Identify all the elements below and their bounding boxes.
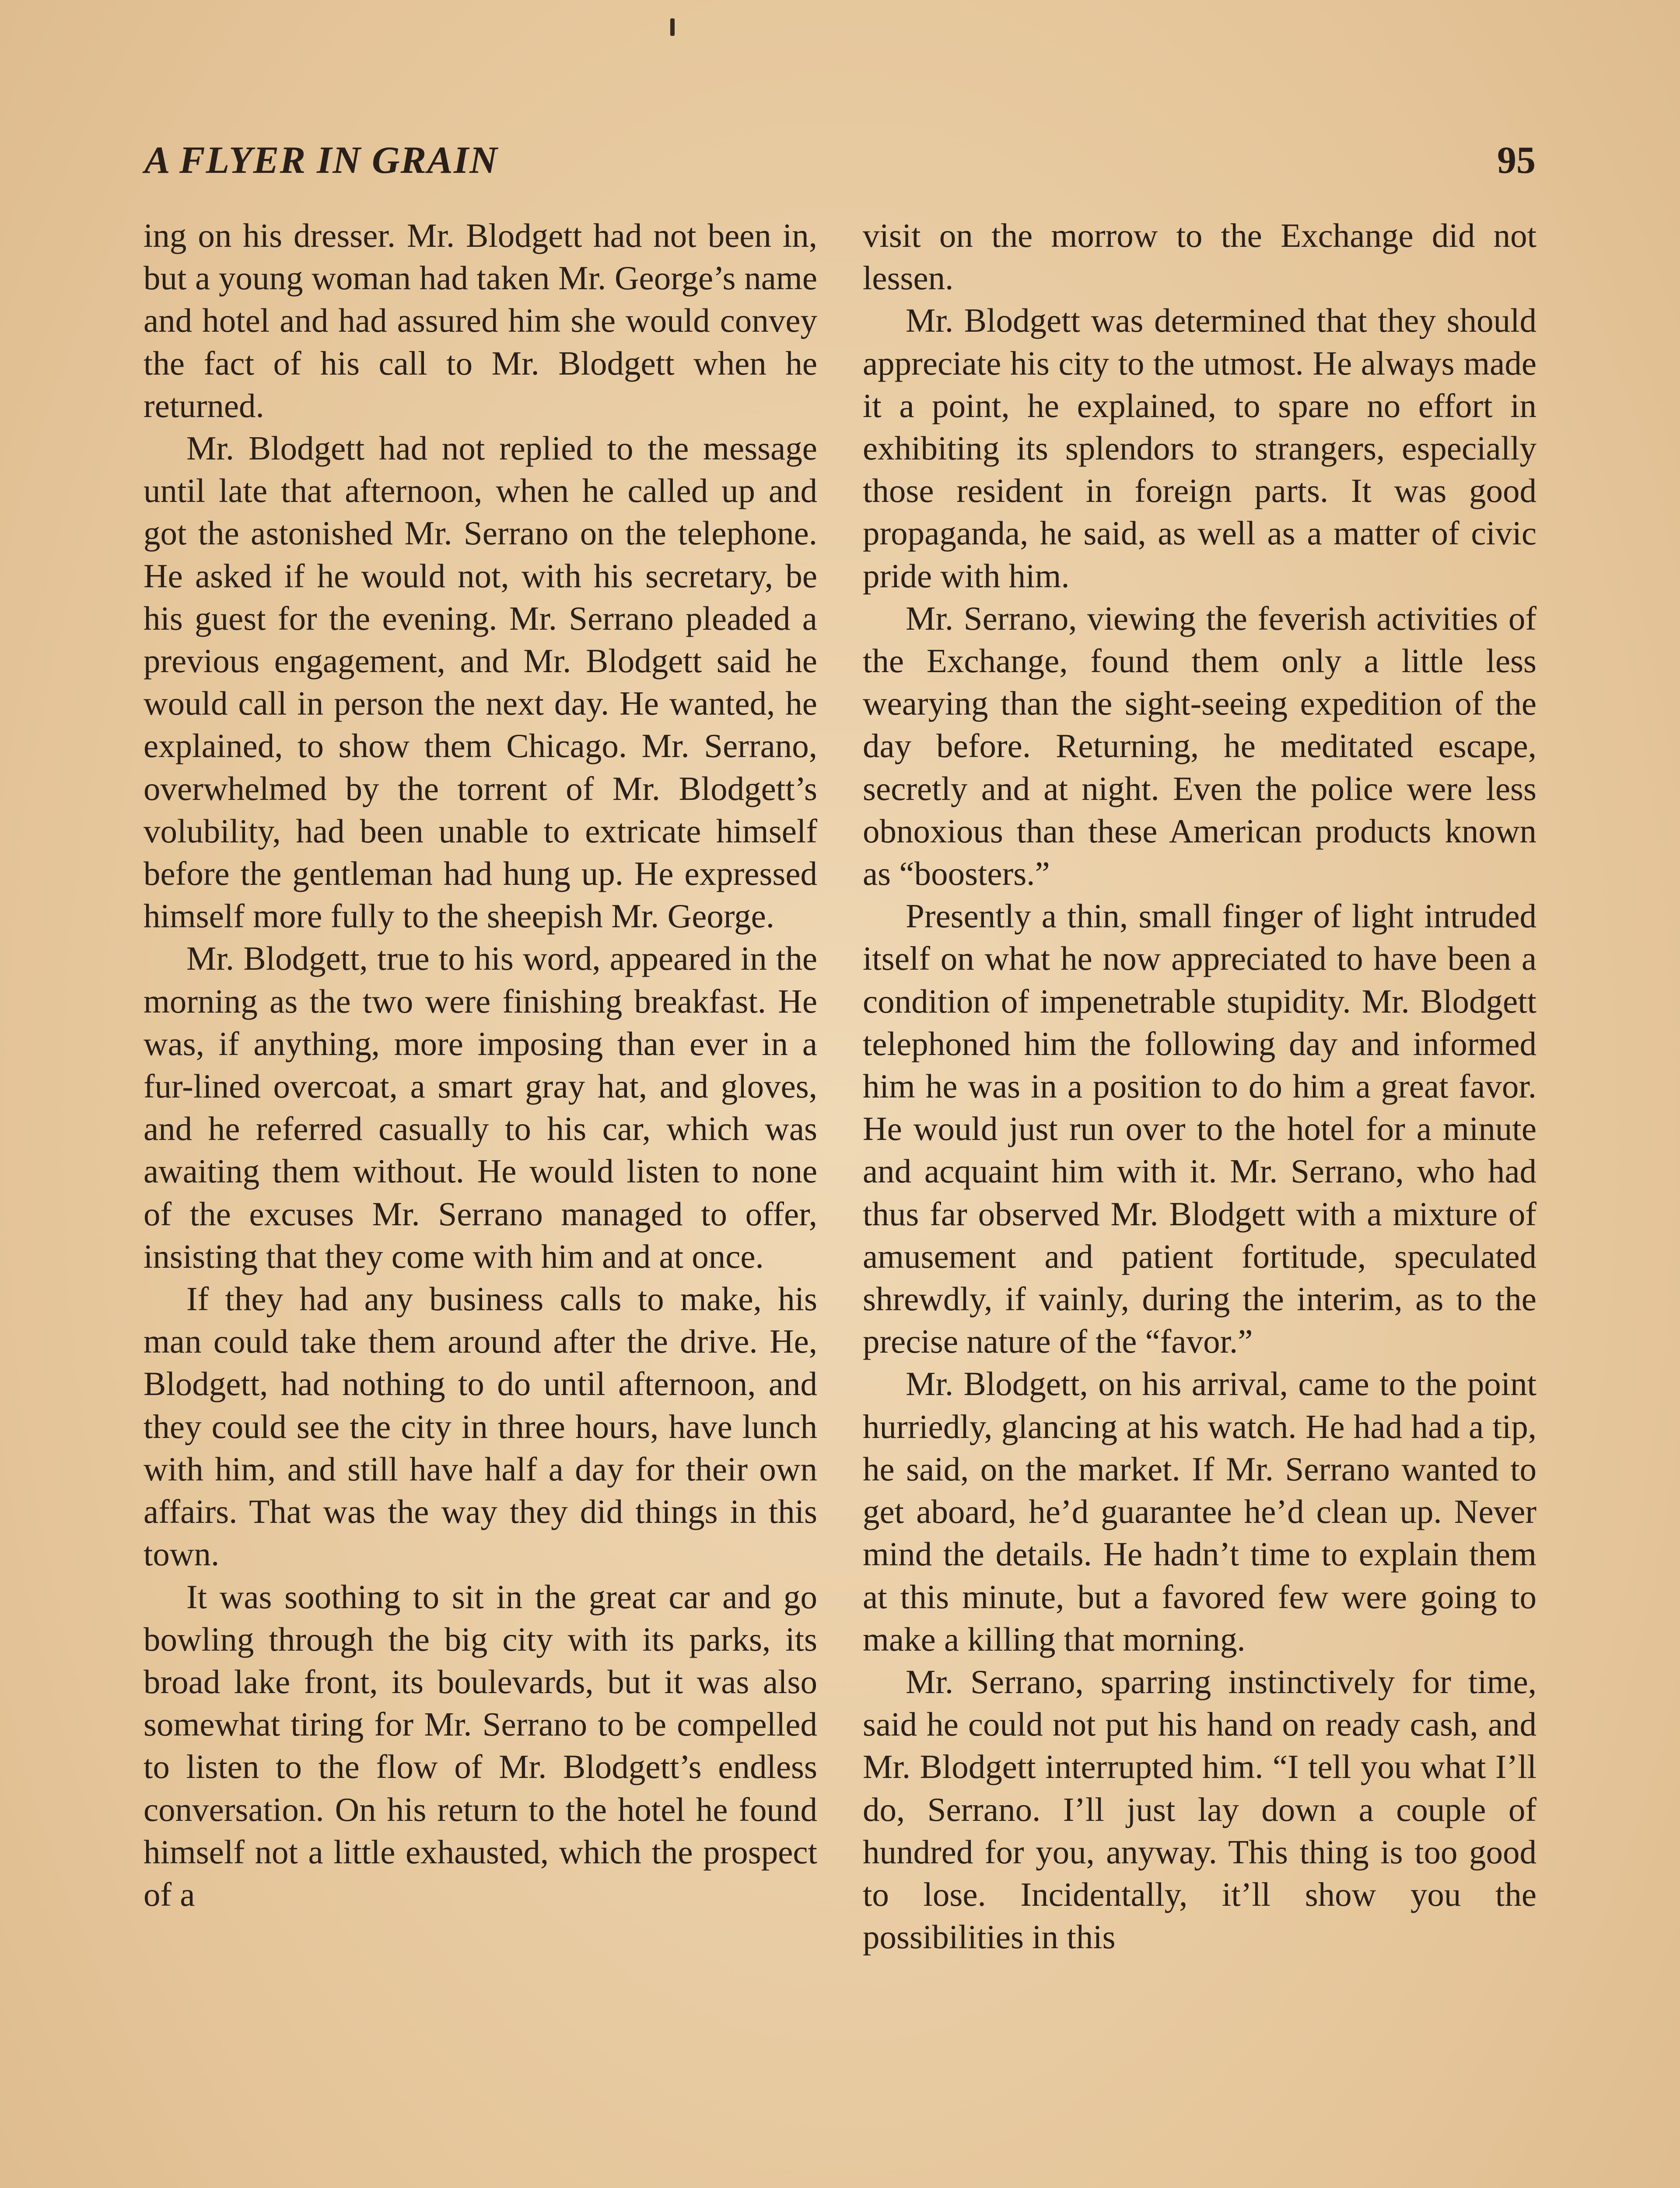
paragraph: Mr. Serrano, sparring instinctively for time, said he could not put his hand on ready cash, and Mr. Blodgett interrupted him. “I tell you what I’ll do, Serrano. I’ll just lay down a couple of hundred for you, anyway. This thing is too good to lose. Incidentally, it’ll show you the possibilities in this — [863, 1662, 1536, 1956]
paragraph: ing on his dresser. Mr. Blodgett had not been in, but a young woman had taken Mr. George’s name and hotel and had assured him she would convey the fact of his call to Mr. Blodgett when he returned. — [144, 217, 817, 424]
running-head — [144, 128, 1536, 193]
left-column — [144, 214, 817, 1916]
paragraph: Mr. Blodgett had not replied to the message until late that afternoon, when he called up and got the astonished Mr. Serrano on the telephone. He asked if he would not, with his secretary, be his guest for the evening. Mr. Serrano pleaded a previous engagement, and Mr. Blodgett said he would call in person the next day. He wanted, he explained, to show them Chicago. Mr. Serrano, overwhelmed by the torrent of Mr. Blodgett’s volubility, had been unable to extricate himself before the gentleman had hung up. He expressed himself more fully to the sheepish Mr. George. — [144, 429, 817, 935]
paragraph: Mr. Blodgett, true to his word, appeared in the morning as the two were finishing breakfast. He was, if anything, more imposing than ever in a fur-lined overcoat, a smart gray hat, and gloves, and he referred casually to his car, which was awaiting them without. He would listen to none of the excuses Mr. Serrano managed to offer, insisting that they come with him and at once. — [144, 940, 817, 1275]
running-title: A FLYER IN GRAIN — [144, 139, 498, 182]
page-mark — [670, 18, 675, 36]
paragraph: Mr. Serrano, viewing the feverish activities of the Exchange, found them only a little less wearying than the sight-seeing expedition of the day before. Returning, he meditated escape, secretly and at night. Even the police were less obnoxious than these American products known as “boosters.” — [863, 599, 1536, 893]
paragraph: Presently a thin, small finger of light intruded itself on what he now appreciated to have been a condition of impenetrable stupidity. Mr. Blodgett telephoned him the following day and informed him he was in a position to do him a great favor. He would just run over to the hotel for a minute and acquaint him with it. Mr. Serrano, who had thus far observed Mr. Blodgett with a mixture of amusement and patient fortitude, speculated shrewdly, if vainly, during the interim, as to the precise nature of the “favor.” — [863, 897, 1536, 1360]
paragraph: If they had any business calls to make, his man could take them around after the drive. He, Blodgett, had nothing to do until afternoon, and they could see the city in three hours, have lunch with him, and still have half a day for their own affairs. That was the way they did things in this town. — [144, 1280, 817, 1573]
paragraph: Mr. Blodgett was determined that they should appreciate his city to the utmost. He always made it a point, he explained, to spare no effort in exhibiting its splendors to strangers, especially those resident in foreign parts. It was good propaganda, he said, as well as a matter of civic pride with him. — [863, 302, 1536, 595]
paragraph: Mr. Blodgett, on his arrival, came to the point hurriedly, glancing at his watch. He had had a tip, he said, on the market. If Mr. Serrano wanted to get aboard, he’d guarantee he’d clean up. Never mind the details. He hadn’t time to explain them at this minute, but a favored few were going to make a killing that morning. — [863, 1365, 1536, 1658]
right-column — [863, 214, 1536, 1958]
paragraph: visit on the morrow to the Exchange did not lessen. — [863, 217, 1536, 297]
paragraph: It was soothing to sit in the great car and go bowling through the big city with its parks, its broad lake front, its boulevards, but it was also somewhat tiring for Mr. Serrano to be compelled to listen to the flow of Mr. Blodgett’s endless conversation. On his return to the hotel he found himself not a little exhausted, which the prospect of a — [144, 1578, 817, 1913]
page-number: 95 — [1497, 139, 1536, 182]
